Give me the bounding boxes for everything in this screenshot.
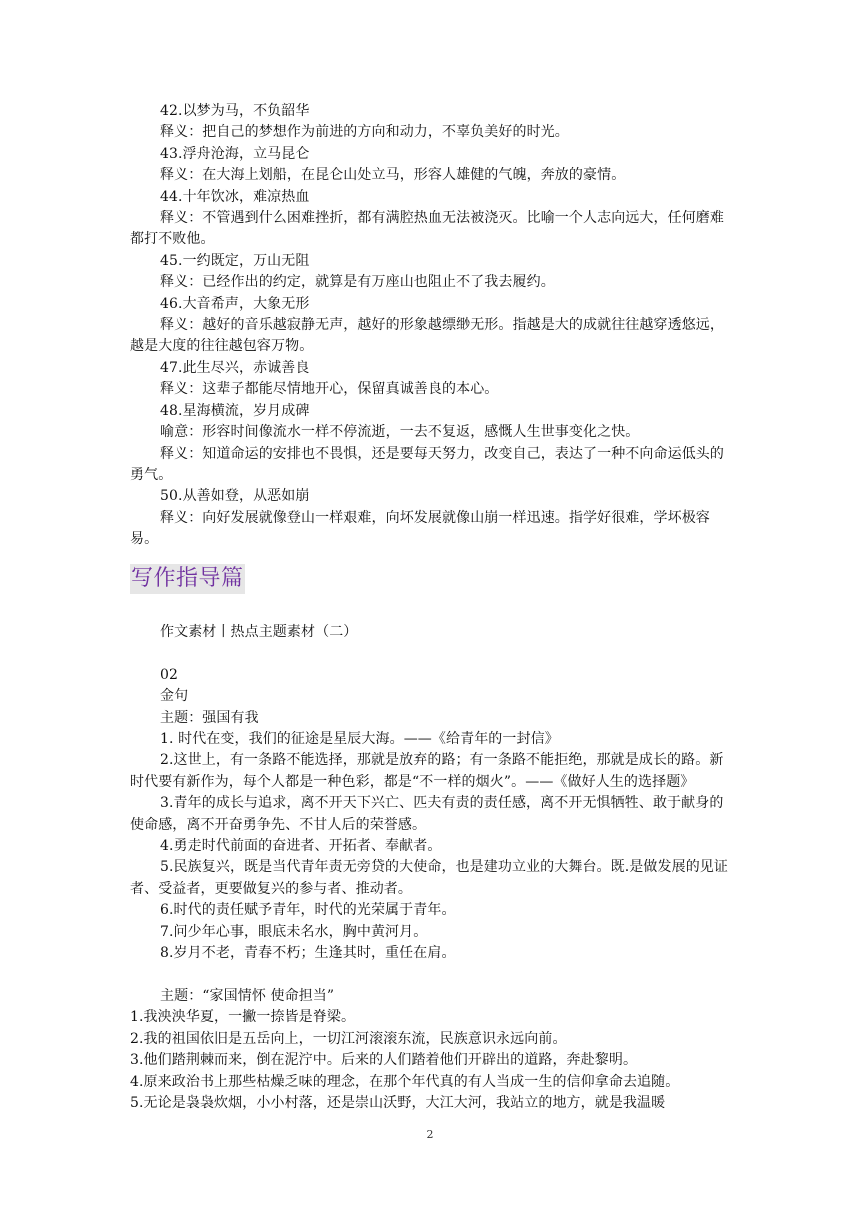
idiom-title: 47.此生尽兴，赤诚善良 xyxy=(160,359,310,376)
quote-item: 7.问少年心事，眼底未名水，胸中黄河月。 xyxy=(160,923,428,940)
idiom-explanation: 释义：向好发展就像登山一样艰难，向坏发展就像山崩一样迅速。指学好很难，学坏极容易。 xyxy=(130,509,710,548)
part-label: 金句 xyxy=(160,688,189,705)
idiom-title: 50.从善如登，从恶如崩 xyxy=(160,488,310,505)
writing-guidance xyxy=(130,622,736,1114)
idiom-explanation: 释义：把自己的梦想作为前进的方向和动力，不辜负美好的时光。 xyxy=(160,124,569,141)
quote-item: 3.他们踏荆棘而来，倒在泥泞中。后来的人们踏着他们开辟出的道路，奔赴黎明。 xyxy=(130,1052,638,1069)
idiom-title: 48.星海横流，岁月成碑 xyxy=(160,402,310,419)
idiom-title: 44.十年饮冰，难凉热血 xyxy=(160,188,310,205)
blank-line xyxy=(130,964,736,985)
theme-title: 主题：强国有我 xyxy=(160,709,259,726)
page-number: 2 xyxy=(426,1128,434,1141)
idiom-explanation: 释义：已经作出的约定，就算是有万座山也阻止不了我去履约。 xyxy=(160,274,555,291)
idiom-title: 46.大音希声，大象无形 xyxy=(160,295,310,312)
idiom-explanation: 释义：知道命运的安排也不畏惧，还是要每天努力，改变自己，表达了一种不向命运低头的勇气。 xyxy=(130,445,724,483)
section-heading: 写作指导篇 xyxy=(130,564,245,594)
article-title: 作文素材丨热点主题素材（二） xyxy=(160,624,358,640)
quote-item: 5.无论是袅袅炊烟，小小村落，还是崇山沃野，大江大河，我站立的地方，就是我温暖 xyxy=(130,1094,666,1111)
theme-title: 主题：“家国情怀 使命担当” xyxy=(160,987,335,1004)
idiom-title: 42.以梦为马，不负韶华 xyxy=(160,103,310,119)
quote-item: 3.青年的成长与追求，离不开天下兴亡、匹夫有责的责任感，离不开无惧牺牲、敢于献身的使命感，离不开奋勇争先、不甘人后的荣誉感。 xyxy=(130,795,724,833)
quote-item: 8.岁月不老，青春不朽；生逢其时，重任在肩。 xyxy=(160,945,456,962)
blank-line xyxy=(130,643,736,664)
idiom-title: 43.浮舟沧海，立马昆仑 xyxy=(160,145,310,162)
idiom-metaphor: 喻意：形容时间像流水一样不停流逝，一去不复返，感慨人生世事变化之快。 xyxy=(160,424,640,441)
quote-item: 2.我的祖国依旧是五岳向上，一切江河滚滚东流，民族意识永远向前。 xyxy=(130,1030,567,1047)
idiom-explanation: 释义：这辈子都能尽情地开心，保留真诚善良的本心。 xyxy=(160,381,499,398)
idiom-list xyxy=(130,101,736,551)
quote-item: 6.时代的责任赋予青年，时代的光荣属于青年。 xyxy=(160,902,456,919)
idiom-explanation: 释义：在大海上划船，在昆仑山处立马，形容人雄健的气魄，奔放的豪情。 xyxy=(160,167,626,184)
quote-item: 4.勇走时代前面的奋进者、开拓者、奉献者。 xyxy=(160,838,442,855)
quote-item: 4.原来政治书上那些枯燥乏味的理念，在那个年代真的有人当成一生的信仰拿命去追随。 xyxy=(130,1073,680,1090)
idiom-explanation: 释义：越好的音乐越寂静无声，越好的形象越缥缈无形。指越是大的成就往往越穿透悠远，越是大度的往往越包容万物。 xyxy=(130,317,724,355)
idiom-title: 45.一约既定，万山无阻 xyxy=(160,252,310,269)
idiom-explanation: 释义：不管遇到什么困难挫折，都有满腔热血无法被浇灭。比喻一个人志向远大，任何磨难都打不败他。 xyxy=(130,210,724,248)
part-number: 02 xyxy=(160,666,179,683)
quote-item: 1.我泱泱华夏，一撇一捺皆是脊梁。 xyxy=(130,1009,356,1026)
quote-item: 1. 时代在变，我们的征途是星辰大海。——《给青年的一封信》 xyxy=(160,731,559,748)
quote-item: 5.民族复兴，既是当代青年责无旁贷的大使命，也是建功立业的大舞台。既.是做发展的见证者、受益者，更要做复兴的参与者、推动者。 xyxy=(130,859,729,897)
quote-item: 2.这世上，有一条路不能选择，那就是放弃的路；有一条路不能拒绝，那就是成长的路。新时代要有新作为，每个人都是一种色彩，都是“不一样的烟火”。——《做好人生的选择题》 xyxy=(130,752,724,790)
